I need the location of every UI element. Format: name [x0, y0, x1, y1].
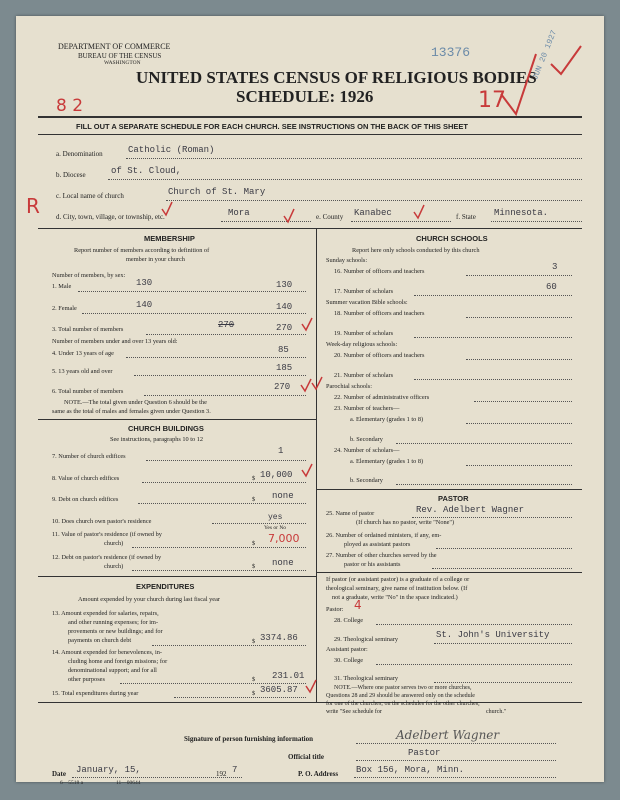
q30-label: 30. College: [334, 657, 364, 664]
denomination-label: a. Denomination: [56, 150, 103, 158]
q24b-label: b. Secondary: [350, 477, 383, 484]
red-mark-82: 8 2: [56, 96, 84, 116]
q15-value: 3605.87: [260, 685, 298, 695]
q1-value: 130: [276, 280, 293, 290]
q10-value: yes: [268, 513, 283, 522]
q25-value: Rev. Adelbert Wagner: [416, 505, 525, 515]
membership-title: MEMBERSHIP: [144, 234, 195, 243]
pastor-label: Pastor:: [326, 606, 344, 613]
q11-label-1: 11. Value of pastor's residence (if owned by: [52, 531, 162, 538]
assistant-label: Assistant pastor:: [326, 646, 368, 653]
q24a-label: a. Elementary (grades 1 to 8): [350, 458, 424, 465]
q11-label-2: church): [104, 540, 124, 547]
q25-sub: (If church has no pastor, write "None"): [356, 519, 455, 526]
q14-label-4: other purposes: [68, 676, 105, 683]
pastor-note-5: church.": [486, 709, 507, 715]
date-value: January, 15,: [76, 765, 141, 775]
q23b-label: b. Secondary: [350, 436, 383, 443]
q1-draft: 130: [136, 278, 153, 288]
denomination-value: Catholic (Roman): [128, 145, 215, 155]
buildings-sub: See instructions, paragraphs 10 to 12: [110, 436, 204, 443]
date-label: Date: [52, 770, 66, 778]
q4-label: 4. Under 13 years of age: [52, 350, 114, 357]
q4-value: 85: [278, 345, 289, 355]
expenditures-title: EXPENDITURES: [136, 582, 195, 591]
q1-label: 1. Male: [52, 283, 72, 290]
q14-label-1: 14. Amount expended for benevolences, in-: [52, 649, 162, 656]
q13-label-1: 13. Amount expended for salaries, repairs,: [52, 610, 159, 617]
year-prefix: 192: [216, 770, 227, 778]
q24-label: 24. Number of scholars—: [334, 447, 400, 454]
membership-intro-1: Report number of members according to definition of: [74, 247, 210, 254]
q10-label: 10. Does church own pastor's residence: [52, 518, 152, 525]
buildings-title: CHURCH BUILDINGS: [128, 424, 204, 433]
local-name-label: c. Local name of church: [56, 192, 124, 200]
q12-dollar: $: [252, 563, 256, 570]
q14-label-3: denominational support; and for all: [68, 667, 157, 674]
form-number-2: 11—00644: [116, 780, 141, 786]
q2-draft: 140: [136, 300, 153, 310]
q9-label: 9. Debt on church edifices: [52, 496, 119, 503]
q26-label-1: 26. Number of ordained ministers, if any, em-: [326, 532, 442, 539]
membership-note-1: NOTE.—The total given under Question 6 should be the: [64, 399, 207, 406]
expenditures-sub: Amount expended by your church during last fiscal year: [78, 596, 220, 603]
pastor-note-3: for one of the churches; on the schedules for the other churches,: [326, 701, 480, 707]
instruction-line: FILL OUT A SEPARATE SCHEDULE FOR EACH CHURCH. SEE INSTRUCTIONS ON THE BACK OF THIS SHEET: [76, 122, 468, 131]
q23a-label: a. Elementary (grades 1 to 8): [350, 416, 424, 423]
county-label: e. County: [316, 213, 344, 221]
state-label: f. State: [456, 213, 476, 221]
q13-dollar: $: [252, 638, 256, 645]
pastor-title: PASTOR: [438, 494, 469, 503]
pastor-note-1: NOTE.—Where one pastor serves two or more churches,: [334, 685, 472, 691]
q31-label: 31. Theological seminary: [334, 675, 399, 682]
yes-no-hint: Yes or No: [264, 525, 287, 531]
red-mark-r: R: [26, 194, 40, 218]
q11-dollar: $: [252, 540, 256, 547]
local-name-value: Church of St. Mary: [168, 187, 266, 197]
q12-label-2: church): [104, 563, 124, 570]
q26-label-2: ployed as assistant pastors: [344, 541, 411, 548]
bureau-name: BUREAU OF THE CENSUS: [78, 52, 162, 60]
q13-label-4: payments on church debt: [68, 637, 132, 644]
q8-value: 10,000: [260, 470, 293, 480]
county-value: Kanabec: [354, 208, 392, 218]
q17-value: 60: [546, 282, 557, 292]
q11-value: 7,000: [268, 532, 300, 545]
q3-draft: 270: [218, 320, 235, 330]
membership-intro-2: member in your church: [126, 256, 185, 263]
q18-label: 18. Number of officers and teachers: [334, 310, 425, 317]
q8-label: 8. Value of church edifices: [52, 475, 120, 482]
q23-label: 23. Number of teachers—: [334, 405, 400, 412]
city-value: Mora: [228, 208, 250, 218]
schools-title: CHURCH SCHOOLS: [416, 234, 488, 243]
q21-label: 21. Number of scholars: [334, 372, 394, 379]
q22-label: 22. Number of administrative officers: [334, 394, 430, 401]
address-label: P. O. Address: [298, 770, 339, 778]
address-value: Box 156, Mora, Minn.: [356, 765, 465, 775]
q16-value: 3: [552, 262, 558, 272]
form-number: 6—5518 a: [60, 780, 84, 786]
q14-dollar: $: [252, 676, 256, 683]
received-stamp: JUN 20 1927: [531, 29, 560, 82]
city-label: d. City, town, village, or township, etc.: [56, 213, 165, 221]
sunday-label: Sunday schools:: [326, 257, 368, 264]
graduate-note-1: If pastor (or assistant pastor) is a graduate of a college or: [326, 576, 470, 583]
q16-label: 16. Number of officers and teachers: [334, 268, 425, 275]
q7-value: 1: [278, 446, 284, 456]
under-over-label: Number of members under and over 13 years old:: [52, 338, 178, 345]
diocese-value: of St. Cloud,: [111, 166, 182, 176]
q20-label: 20. Number of officers and teachers: [334, 352, 425, 359]
q6-value: 270: [274, 382, 291, 392]
q13-value: 3374.86: [260, 633, 298, 643]
graduate-note-3: not a graduate, write "No" in the space indicated.): [332, 594, 458, 601]
q13-label-2: and other running expenses; for im-: [68, 619, 159, 626]
diocese-label: b. Diocese: [56, 171, 86, 179]
q2-label: 2. Female: [52, 305, 77, 312]
parochial-label: Parochial schools:: [326, 383, 372, 390]
q29-label: 29. Theological seminary: [334, 636, 399, 643]
pastor-note-2: Questions 28 and 29 should be answered only on the schedule: [326, 693, 475, 699]
q17-label: 17. Number of scholars: [334, 288, 394, 295]
q14-label-2: cluding home and foreign missions; for: [68, 658, 168, 665]
pastor-note-4: write "See schedule for: [326, 709, 382, 715]
dept-name: DEPARTMENT OF COMMERCE: [58, 42, 171, 51]
red-answer-checks: [16, 16, 604, 782]
schedule-title: SCHEDULE: 1926: [236, 87, 374, 106]
pastor-mark: 4: [354, 598, 362, 612]
census-schedule: [16, 16, 604, 786]
dept-city: WASHINGTON: [104, 60, 141, 66]
q12-value: none: [272, 558, 294, 568]
weekday-label: Week-day religious schools:: [326, 341, 398, 348]
q15-label: 15. Total expenditures during year: [52, 690, 139, 697]
graduate-note-2: theological seminary, give name of institution below. (If: [326, 585, 468, 592]
vacation-label: Summer vacation Bible schools:: [326, 299, 408, 306]
state-value: Minnesota.: [494, 208, 549, 218]
q8-dollar: $: [252, 475, 256, 482]
q5-label: 5. 13 years old and over: [52, 368, 113, 375]
q9-dollar: $: [252, 496, 256, 503]
q6-label: 6. Total number of members: [52, 388, 124, 395]
q9-value: none: [272, 491, 294, 501]
red-mark-17: 17: [478, 88, 506, 113]
q25-label: 25. Name of pastor: [326, 510, 375, 517]
form-title: UNITED STATES CENSUS OF RELIGIOUS BODIES: [136, 68, 537, 87]
q7-label: 7. Number of church edifices: [52, 453, 126, 460]
q5-value: 185: [276, 363, 293, 373]
q3-label: 3. Total number of members: [52, 326, 124, 333]
membership-note-2: same as the total of males and females given under Question 3.: [52, 408, 211, 415]
official-title-value: Pastor: [408, 748, 441, 758]
q12-label-1: 12. Debt on pastor's residence (if owned by: [52, 554, 162, 561]
q2-value: 140: [276, 302, 293, 312]
q15-dollar: $: [252, 690, 256, 697]
q27-label-1: 27. Number of other churches served by the: [326, 552, 437, 559]
signature-value: Adelbert Wagner: [396, 728, 500, 742]
official-title-label: Official title: [288, 753, 324, 761]
q19-label: 19. Number of scholars: [334, 330, 394, 337]
signature-label: Signature of person furnishing information: [184, 735, 313, 743]
by-sex-label: Number of members, by sex:: [52, 272, 126, 279]
q3-value: 270: [276, 323, 293, 333]
q28-label: 28. College: [334, 617, 364, 624]
year-value: 7: [232, 765, 238, 775]
q13-label-3: provements or new buildings; and for: [68, 628, 163, 635]
q14-value: 231.01: [272, 671, 305, 681]
q27-label-2: pastor or his assistants: [344, 561, 401, 568]
schools-sub: Report here only schools conducted by this church: [352, 247, 480, 254]
serial-number: 13376: [431, 45, 471, 60]
q29-value: St. John's University: [436, 630, 550, 640]
